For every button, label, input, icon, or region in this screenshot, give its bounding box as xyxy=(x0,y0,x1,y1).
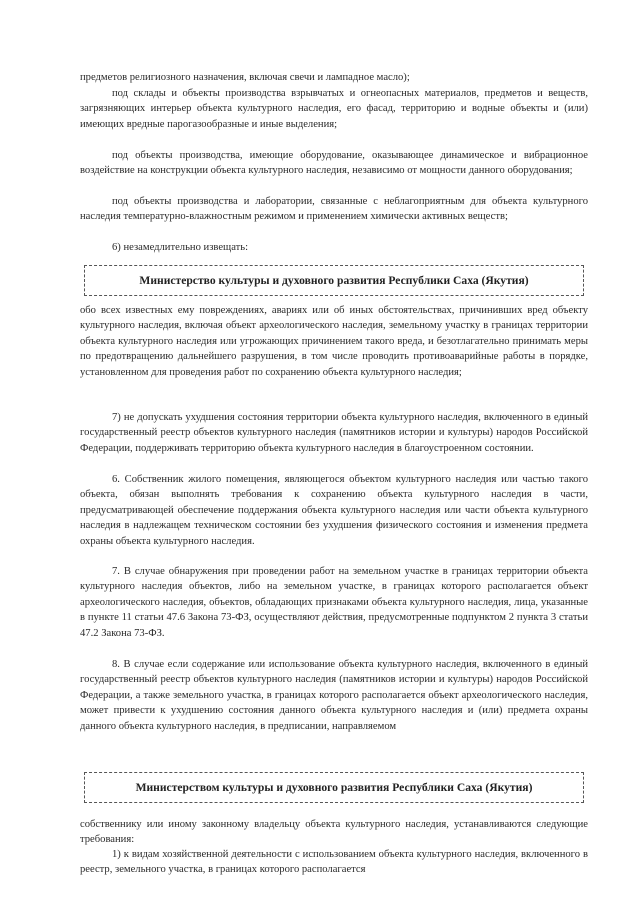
paragraph-continuation: предметов религиозного назначения, включая свечи и лампадное масло); xyxy=(80,72,410,83)
paragraph-warehouses: под склады и объекты производства взрывчатых и огнеопасных материалов, предметов и веществ, загрязняющих интерьер объекта культурного наследия, его фасад, территорию и водные объекты и (или) имеющих вредные парогазообразные и иные выделения; xyxy=(80,88,588,130)
paragraph-section-7: 7. В случае обнаружения при проведении работ на земельном участке в границах территории объекта культурного наследия объектов, либо на земельном участке, в границах которого располагается объект археологического наследия, объектов, обладающих признаками объекта культурного наследия, лица, указанные в пункте 11 статьи 47.6 Закона 73-ФЗ, осуществляют действия, предусмотренные подпунктом 2 пункта 3 статьи 47.2 Закона 73-ФЗ. xyxy=(80,566,588,639)
ministry-stamp-2: Министерством культуры и духовного развития Республики Саха (Якутия) xyxy=(84,772,584,803)
paragraph-owner-requirements: собственнику или иному законному владельцу объекта культурного наследия, устанавливаются следующие требования: xyxy=(80,819,588,846)
paragraph-laboratories: под объекты производства и лаборатории, связанные с неблагоприятным для объекта культурного наследия температурно-влажностным режимом и применением химически активных веществ; xyxy=(80,196,588,223)
paragraph-section-8: 8. В случае если содержание или использование объекта культурного наследия, включенного в единый государственный реестр объектов культурного наследия (памятников истории и культуры) народов Российской Федерации, а также земельного участка, в границах которого располагается объект археологического наследия, может привести к ухудшению состояния данного объекта культурного наследия и (или) предмета охраны данного объекта культурного наследия, в предписании, направляемом xyxy=(80,659,588,732)
paragraph-item-1: 1) к видам хозяйственной деятельности с использованием объекта культурного наследия, включенного в реестр, земельного участка, в границах которого располагается xyxy=(80,849,588,876)
paragraph-damage-notice: обо всех известных ему повреждениях, авариях или об иных обстоятельствах, причинивших вред объекту культурного наследия, включая объект археологического наследия, земельному участку в границах территории объекта культурного наследия или угрожающих причинением такого вреда, и безотлагательно принимать меры по предотвращению дальнейшего разрушения, в том числе проводить противоаварийные работы в порядке, установленном для проведения работ по сохранению объекта культурного наследия; xyxy=(80,305,588,378)
ministry-stamp-1: Министерство культуры и духовного развития Республики Саха (Якутия) xyxy=(84,265,584,296)
paragraph-item-7: 7) не допускать ухудшения состояния территории объекта культурного наследия, включенного в единый государственный реестр объектов культурного наследия (памятников истории и культуры) народов Российской Федерации, поддерживать территорию объекта культурного наследия в благоустроенном состоянии. xyxy=(80,412,588,454)
paragraph-production-objects: под объекты производства, имеющие оборудование, оказывающее динамическое и вибрационное воздействие на конструкции объекта культурного наследия, независимо от мощности данного оборудования; xyxy=(80,150,588,177)
paragraph-section-6: 6. Собственник жилого помещения, являющегося объектом культурного наследия или частью такого объекта, обязан выполнять требования к сохранению объекта культурного наследия в части, предусматривающей обеспечение поддержания объекта культурного наследия или части объекта культурного наследия в надлежащем техническом состоянии без ухудшения физического состояния и изменения предмета охраны объекта культурного наследия. xyxy=(80,474,588,547)
paragraph-item-6: 6) незамедлительно извещать: xyxy=(112,242,249,253)
